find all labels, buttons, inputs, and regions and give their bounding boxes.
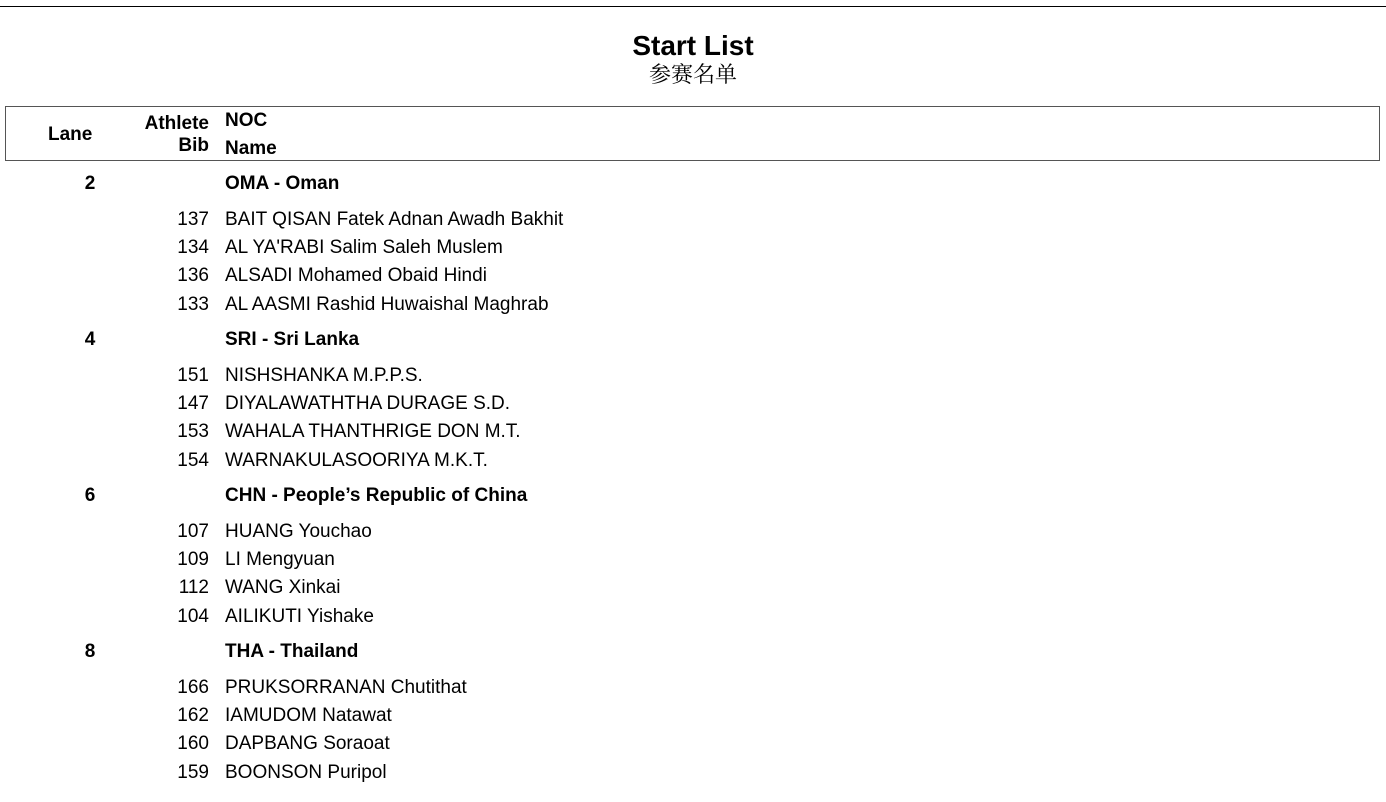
header-athlete: Athlete [144, 113, 209, 134]
athlete-bib: 109 [177, 549, 209, 570]
team-lane: 8 [84, 641, 96, 662]
athlete-name: HUANG Youchao [225, 521, 372, 542]
athlete-name: AILIKUTI Yishake [225, 606, 374, 627]
athlete-name: NISHSHANKA M.P.P.S. [225, 365, 423, 386]
athlete-name: WAHALA THANTHRIGE DON M.T. [225, 421, 521, 442]
athlete-bib: 104 [177, 606, 209, 627]
athlete-name: AL AASMI Rashid Huwaishal Maghrab [225, 294, 549, 315]
athlete-name: AL YA'RABI Salim Saleh Muslem [225, 237, 503, 258]
athlete-bib: 107 [177, 521, 209, 542]
athlete-bib: 133 [177, 294, 209, 315]
athlete-bib: 162 [177, 705, 209, 726]
team-name: THA - Thailand [225, 641, 359, 662]
athlete-bib: 160 [177, 733, 209, 754]
athlete-bib: 136 [177, 265, 209, 286]
athlete-bib: 151 [177, 365, 209, 386]
team-lane: 2 [84, 173, 96, 194]
athlete-bib: 166 [177, 677, 209, 698]
athlete-bib: 112 [178, 577, 209, 598]
team-lane: 6 [84, 485, 96, 506]
athlete-name: PRUKSORRANAN Chutithat [225, 677, 467, 698]
athlete-bib: 147 [177, 393, 209, 414]
athlete-name: ALSADI Mohamed Obaid Hindi [225, 265, 487, 286]
athlete-bib: 137 [177, 209, 209, 230]
athlete-name: BAIT QISAN Fatek Adnan Awadh Bakhit [225, 209, 564, 230]
athlete-bib: 134 [177, 237, 209, 258]
page-subtitle: 参赛名单 [648, 63, 737, 88]
athlete-name: WANG Xinkai [225, 577, 341, 598]
header-name: Name [225, 138, 277, 159]
team-name: CHN - People’s Republic of China [225, 485, 528, 506]
header-noc: NOC [225, 110, 268, 131]
team-name: OMA - Oman [225, 173, 340, 194]
athlete-bib: 154 [177, 450, 209, 471]
athlete-name: BOONSON Puripol [225, 762, 387, 783]
header-bib: Bib [178, 135, 209, 156]
athlete-name: DAPBANG Soraoat [225, 733, 390, 754]
team-name: SRI - Sri Lanka [225, 329, 360, 350]
athlete-name: DIYALAWATHTHA DURAGE S.D. [225, 393, 511, 414]
header-lane: Lane [48, 124, 93, 145]
team-lane: 4 [84, 329, 96, 350]
page-title: Start List [632, 30, 754, 61]
athlete-bib: 159 [177, 762, 209, 783]
athlete-name: IAMUDOM Natawat [225, 705, 392, 726]
athlete-bib: 153 [177, 421, 209, 442]
athlete-name: WARNAKULASOORIYA M.K.T. [225, 450, 488, 471]
athlete-name: LI Mengyuan [225, 549, 335, 570]
